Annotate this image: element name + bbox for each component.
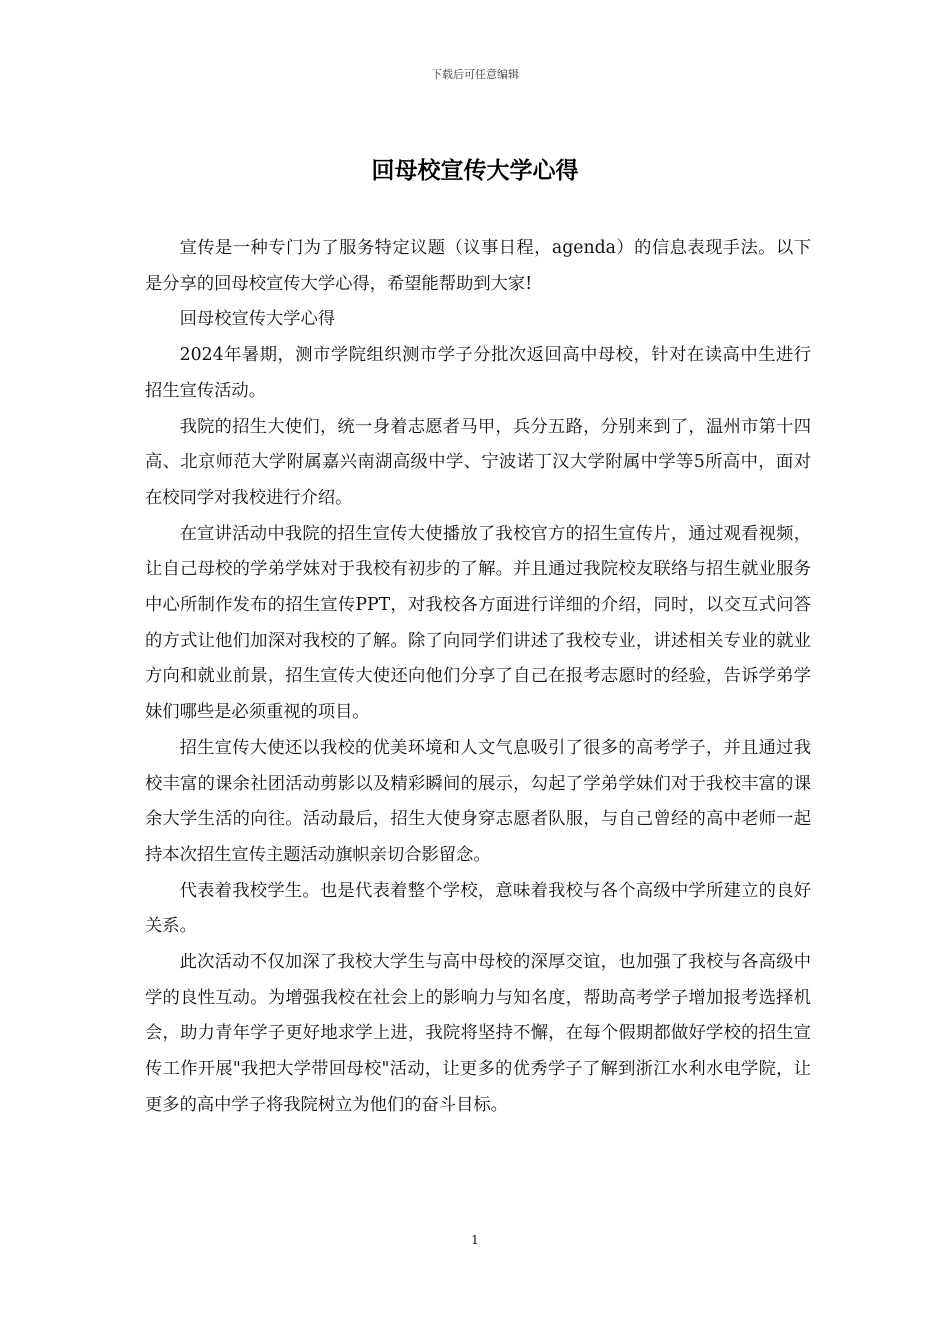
paragraph: 代表着我校学生。也是代表着整个学校，意味着我校与各个高级中学所建立的良好关系。 (145, 880, 811, 937)
paragraph: 2024年暑期，测市学院组织测市学子分批次返回高中母校，针对在读高中生进行招生宣传活动。 (145, 345, 811, 401)
paragraph-subtitle: 回母校宣传大学心得 (179, 309, 336, 330)
document-title: 回母校宣传大学心得 (371, 157, 579, 184)
paragraph: 我院的招生大使们，统一身着志愿者马甲，兵分五路，分别来到了，温州市第十四高、北京师范大学附属嘉兴南湖高级中学、宁波诺丁汉大学附属中学等5所高中，面对在校同学对我校进行介绍。 (145, 416, 811, 508)
document-body (145, 231, 811, 1124)
paragraph-intro: 宣传是一种专门为了服务特定议题（议事日程，agenda）的信息表现手法。以下是分享的回母校宣传大学心得，希望能帮助到大家! (145, 238, 811, 294)
paragraph: 此次活动不仅加深了我校大学生与高中母校的深厚交谊，也加强了我校与各高级中学的良性互动。为增强我校在社会上的影响力与知名度，帮助高考学子增加报考选择机会，助力青年学子更好地求学上进，我院将坚持不懈，在每个假期都做好学校的招生宣传工作开展"我把大学带回母校"活动，让更多的优秀学子了解到浙江水利水电学院，让更多的高中学子将我院树立为他们的奋斗目标。 (145, 952, 811, 1115)
paragraph: 在宣讲活动中我院的招生宣传大使播放了我校官方的招生宣传片，通过观看视频，让自己母校的学弟学妹对于我校有初步的了解。并且通过我院校友联络与招生就业服务中心所制作发布的招生宣传PPT，对我校各方面进行详细的介绍，同时，以交互式问答的方式让他们加深对我校的了解。除了向同学们讲述了我校专业，讲述相关专业的就业方向和就业前景，招生宣传大使还向他们分享了自己在报考志愿时的经验，告诉学弟学妹们哪些是必须重视的项目。 (145, 523, 811, 723)
paragraph: 招生宣传大使还以我校的优美环境和人文气息吸引了很多的高考学子，并且通过我校丰富的课余社团活动剪影以及精彩瞬间的展示，勾起了学弟学妹们对于我校丰富的课余大学生活的向往。活动最后，招生大使身穿志愿者队服，与自己曾经的高中老师一起持本次招生宣传主题活动旗帜亲切合影留念。 (145, 737, 811, 865)
page-header: 下载后可任意编辑 (431, 68, 519, 81)
page-number: 1 (471, 1233, 479, 1247)
